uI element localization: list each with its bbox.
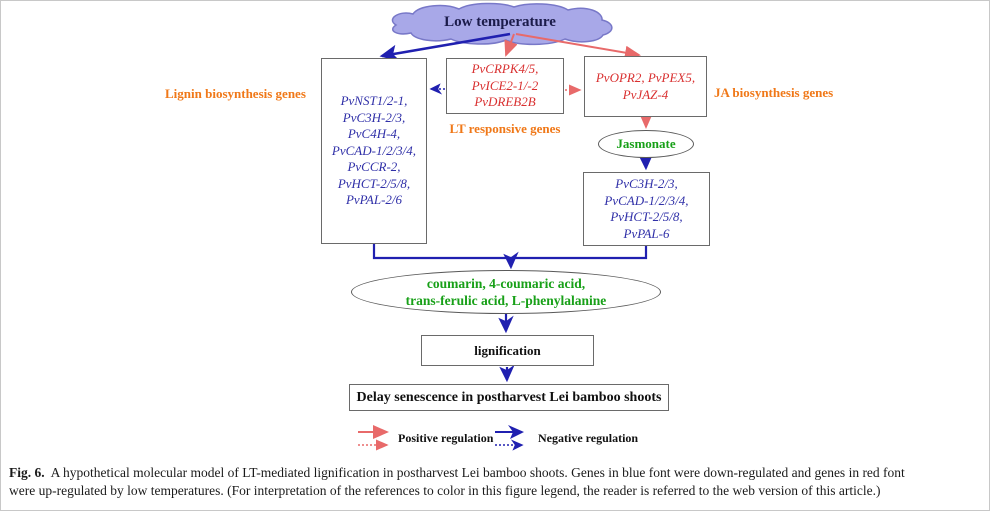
- caption-text-line1: A hypothetical molecular model of LT-mediated lignification in postharvest Lei bamboo shoots. Genes in blue font were down-regulated and genes in red font: [50, 465, 905, 480]
- lignin-genes-box: [321, 58, 427, 244]
- metabolites-line: coumarin, 4-coumaric acid,: [426, 276, 586, 291]
- lt-responsive-genes-box: [446, 58, 564, 114]
- lignification-label: lignification: [474, 342, 541, 358]
- jasmonate-ellipse: [598, 130, 694, 158]
- gene-line: PvJAZ-4: [622, 86, 669, 102]
- delay-senescence-label: Delay senescence in postharvest Lei bamboo shoots: [356, 389, 662, 405]
- gene-line: PvCAD-1/2/3/4,: [604, 192, 689, 208]
- lt-responsive-genes-label: LT responsive genes: [449, 121, 561, 136]
- gene-line: PvICE2-1/-2: [471, 77, 539, 93]
- gene-line: PvHCT-2/5/8,: [610, 209, 683, 224]
- delay-senescence-box: [349, 384, 669, 411]
- jasmonate-label: Jasmonate: [616, 136, 676, 151]
- caption-line1: [9, 464, 987, 482]
- gene-line: PvOPR2, PvPEX5,: [595, 70, 696, 85]
- caption-fig-label: Fig. 6.: [9, 465, 45, 480]
- gene-line: PvPAL-6: [623, 225, 670, 241]
- caption-line2: [9, 482, 987, 500]
- downstream-genes-box: [583, 172, 710, 246]
- legend-negative-label: Negative regulation: [538, 431, 639, 445]
- bracket-genes-to-metabolites: [374, 244, 646, 258]
- gene-line: PvPAL-2/6: [345, 192, 403, 208]
- gene-line: PvC3H-2/3,: [615, 176, 678, 191]
- metabolites-ellipse: [351, 270, 661, 314]
- gene-line: PvC3H-2/3,: [342, 109, 406, 125]
- figure-caption: [9, 464, 987, 499]
- ja-biosynthesis-genes-label: JA biosynthesis genes: [714, 85, 834, 100]
- lignification-box: [421, 335, 594, 366]
- cloud-low-temperature-label: Low temperature: [444, 14, 556, 30]
- gene-line: PvHCT-2/5/8,: [337, 175, 411, 191]
- gene-line: PvDREB2B: [474, 94, 536, 110]
- legend-positive-label: Positive regulation: [398, 431, 494, 445]
- metabolites-line: trans-ferulic acid, L-phenylalanine: [405, 293, 607, 308]
- lignin-biosynthesis-genes-label: Lignin biosynthesis genes: [165, 86, 306, 101]
- gene-line: PvCRPK4/5,: [471, 61, 539, 77]
- caption-text-line2: were up-regulated by low temperatures. (For interpretation of the references to color in this figure legend, the reader is referred to the web version of this article.): [9, 482, 881, 498]
- gene-line: PvCAD-1/2/3/4,: [331, 142, 417, 158]
- ja-genes-box: [584, 56, 707, 117]
- gene-line: PvNST1/2-1,: [340, 93, 408, 109]
- gene-line: PvC4H-4,: [347, 126, 401, 142]
- gene-line: PvCCR-2,: [347, 159, 401, 175]
